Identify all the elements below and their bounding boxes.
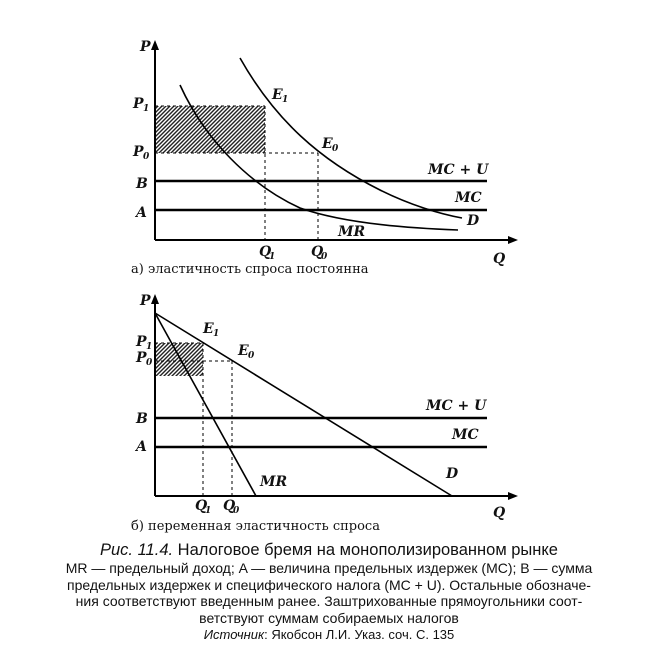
- mr-label-b: MR: [260, 474, 288, 490]
- tax-area-a: [155, 106, 265, 153]
- p1-label-b: P: [136, 334, 147, 350]
- mc-label-a: MC: [455, 190, 482, 206]
- p0-label-a: P: [133, 144, 144, 160]
- demand-line-b: [155, 313, 452, 496]
- e0-label-a: E: [322, 136, 333, 152]
- panel-b: [131, 293, 518, 534]
- e1-sub-b: 1: [213, 329, 220, 339]
- x-axis-arrow-b: [508, 492, 518, 500]
- b-label-a: B: [136, 176, 148, 192]
- figure-title-text: Налоговое бремя на монополизированном рынке: [173, 541, 558, 559]
- q0-label-a: Q: [311, 244, 324, 260]
- figure-number: Рис. 11.4.: [100, 541, 174, 559]
- panel-b-caption: б) переменная эластичность спроса: [131, 519, 380, 534]
- e0-sub-b: 0: [248, 351, 255, 361]
- source-text: : Якобсон Л.И. Указ. соч. С. 135: [264, 627, 455, 642]
- caption-line-2: предельных издержек и специфического налога (MC + U). Остальные обозначе-: [67, 576, 591, 593]
- mr-line-b: [155, 313, 256, 496]
- axis-q-label-b: Q: [493, 505, 506, 521]
- d-label-b: D: [446, 466, 459, 482]
- caption-line-4: ветствуют суммам собираемых налогов: [199, 609, 459, 626]
- q1-sub-a: 1: [269, 252, 276, 262]
- mr-label-a: MR: [338, 224, 366, 240]
- a-label-b: A: [136, 439, 147, 455]
- x-axis-arrow-a: [508, 236, 518, 244]
- mcu-label-a: MC + U: [428, 162, 489, 178]
- axis-q-label-a: Q: [493, 251, 506, 267]
- source-label: Источник: [203, 627, 265, 642]
- q1-label-a: Q: [259, 244, 272, 260]
- q1-label-b: Q: [195, 498, 208, 514]
- p1-sub-b: 1: [146, 342, 153, 352]
- figure-caption: [0, 540, 658, 643]
- q0-sub-b: 0: [233, 506, 240, 516]
- a-label-a: A: [136, 205, 147, 221]
- mc-label-b: MC: [452, 427, 479, 443]
- e1-label-b: E: [203, 321, 214, 337]
- axis-p-label-a: P: [140, 39, 151, 55]
- e1-label-a: E: [272, 87, 283, 103]
- panel-a-caption: а) эластичность спроса постоянна: [131, 262, 369, 277]
- y-axis-arrow-b: [151, 294, 159, 304]
- tax-area-b: [155, 343, 203, 376]
- figure-title: [0, 540, 658, 560]
- d-label-a: D: [467, 213, 480, 229]
- q1-sub-b: 1: [205, 506, 212, 516]
- panel-a: [131, 39, 518, 277]
- q0-sub-a: 0: [321, 252, 328, 262]
- e0-sub-a: 0: [332, 144, 339, 154]
- caption-line-3: ния соответствуют введенным ранее. Заштрихованные прямоугольники соот-: [75, 593, 583, 609]
- p1-sub-a: 1: [143, 104, 150, 114]
- q0-label-b: Q: [223, 498, 236, 514]
- axis-p-label-b: P: [140, 293, 151, 309]
- e0-label-b: E: [238, 343, 249, 359]
- p0-label-b: P: [136, 350, 147, 366]
- b-label-b: B: [136, 411, 148, 427]
- e1-sub-a: 1: [282, 95, 289, 105]
- p1-label-a: P: [133, 96, 144, 112]
- y-axis-arrow-a: [151, 40, 159, 50]
- p0-sub-a: 0: [143, 152, 150, 162]
- caption-line-1: MR — предельный доход; A — величина предельных издержек (MC); B — сумма: [65, 560, 593, 576]
- mcu-label-b: MC + U: [426, 398, 487, 414]
- p0-sub-b: 0: [146, 358, 153, 368]
- figure-source: [0, 626, 658, 643]
